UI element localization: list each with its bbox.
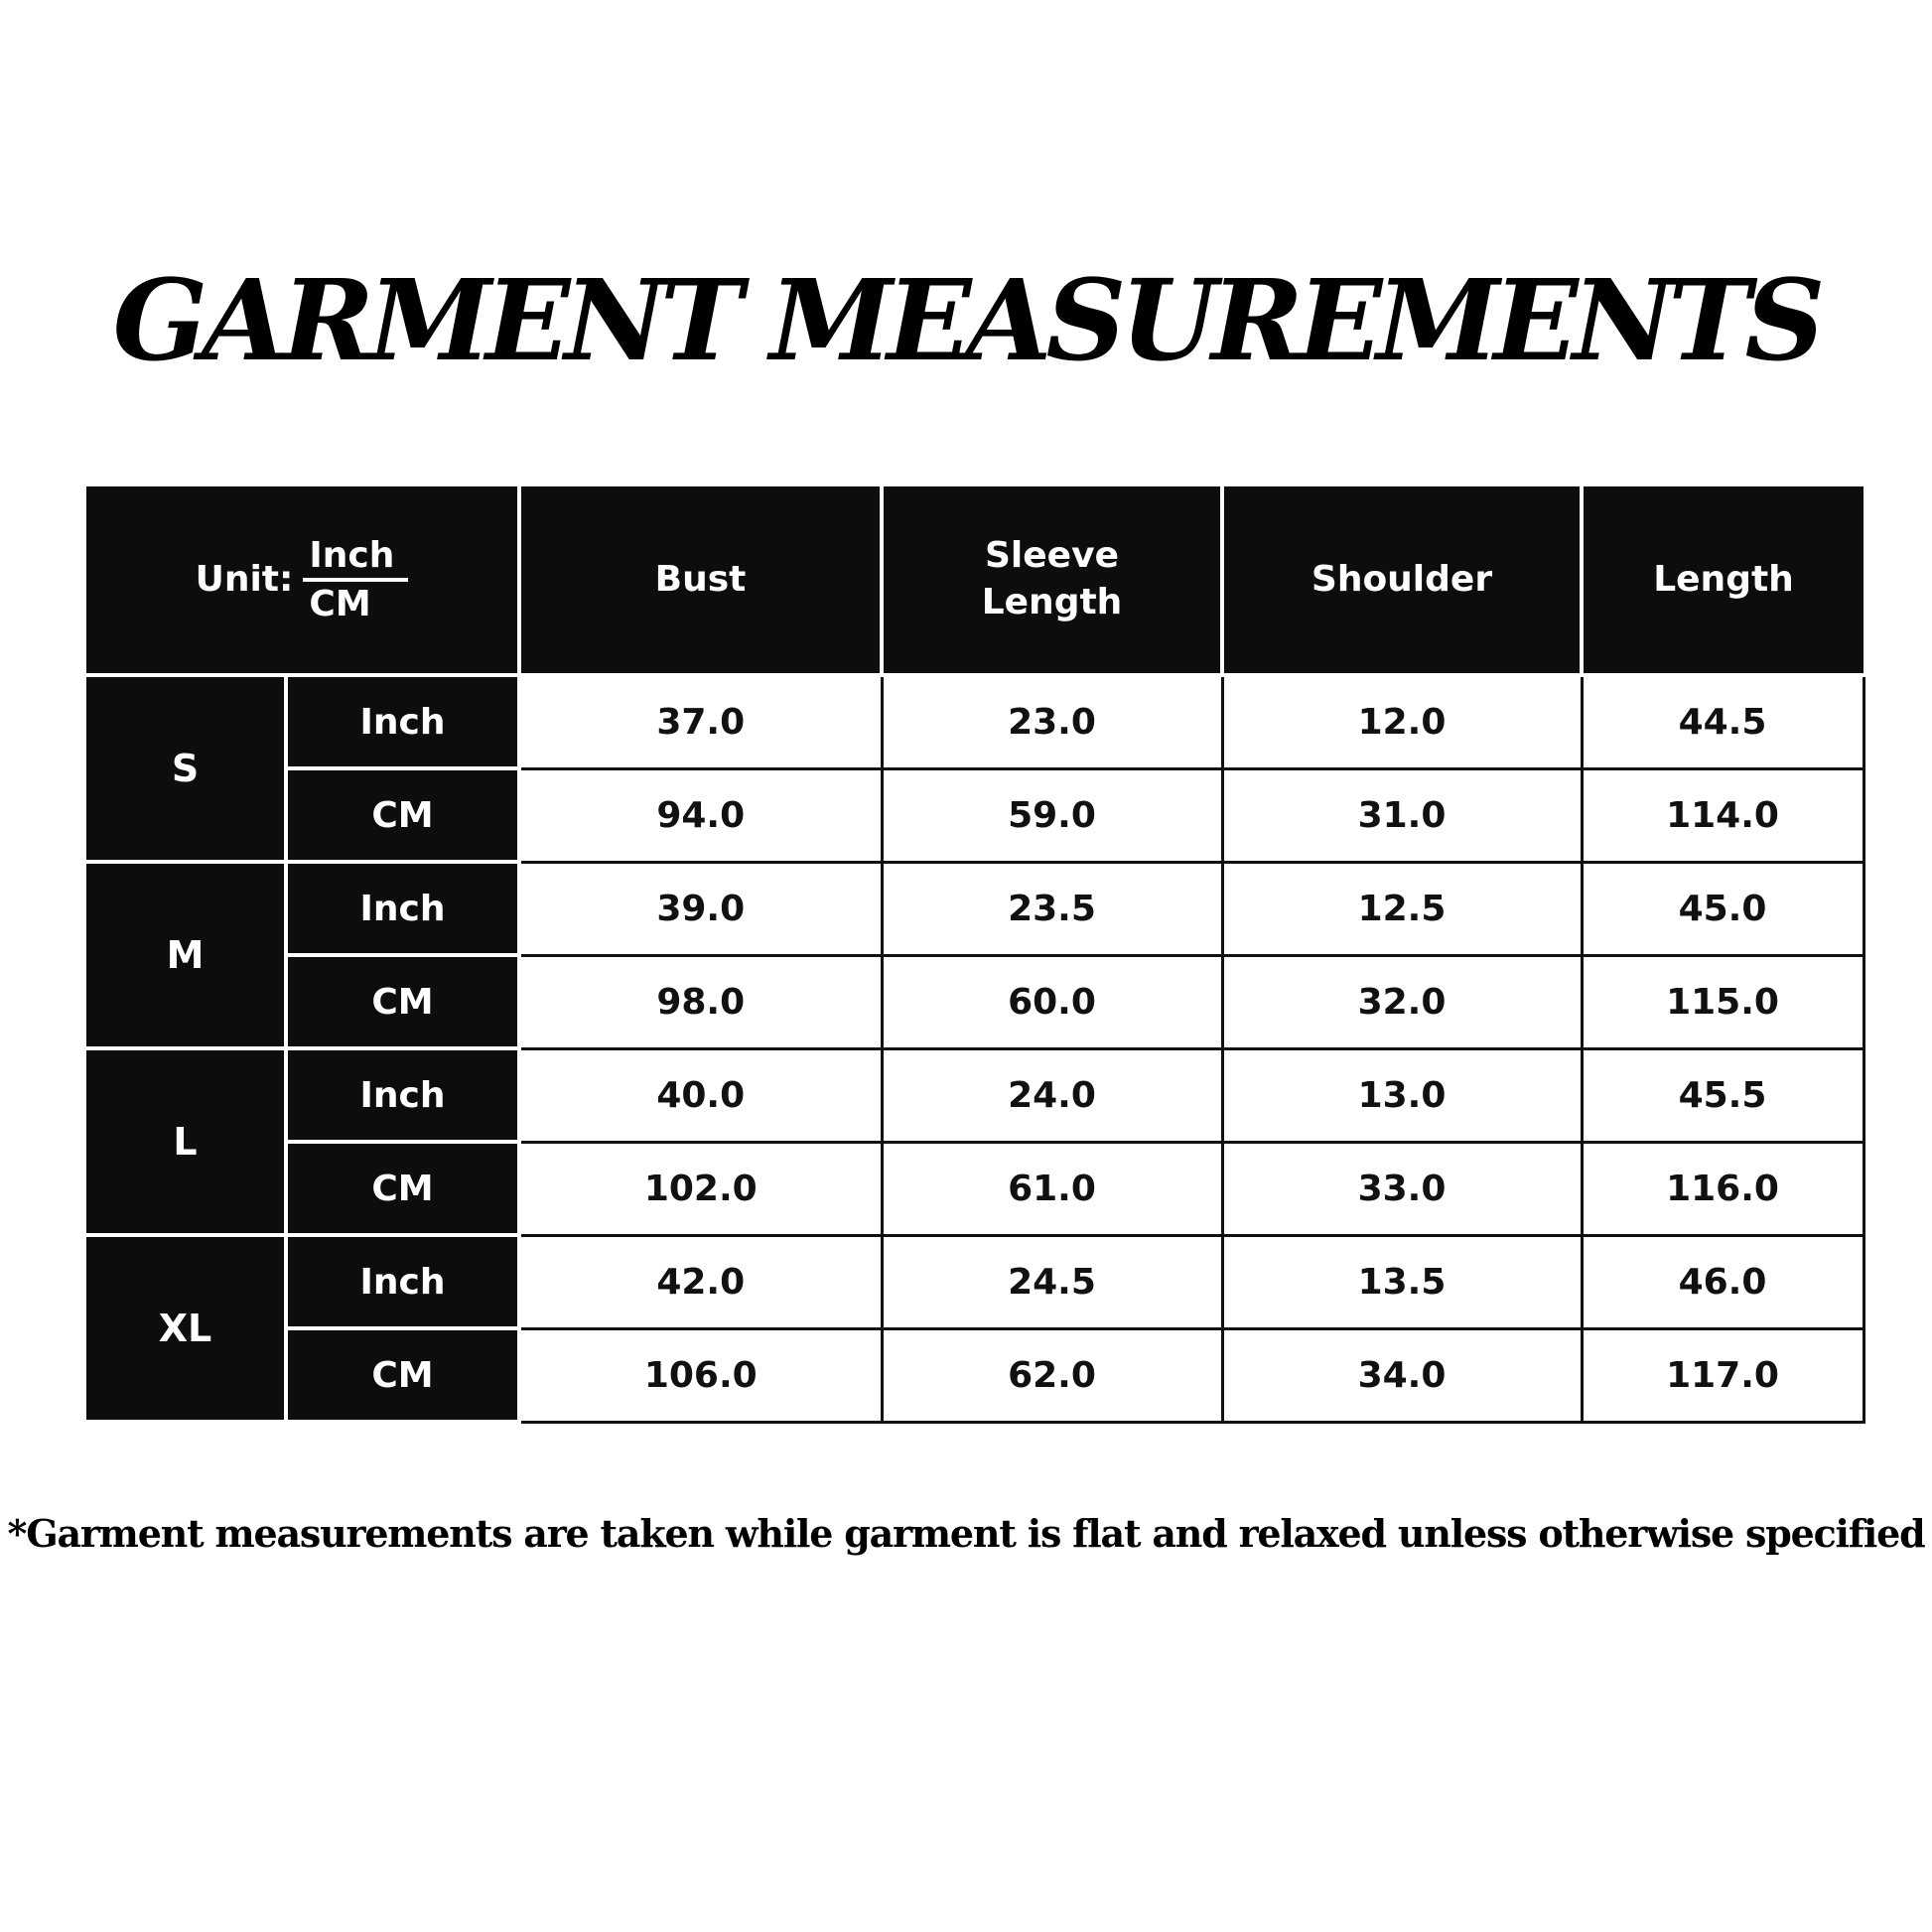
table-row [86,1235,1863,1328]
value-cell-shoulder: 31.0 [1222,768,1582,862]
unit-label: Unit: [195,558,294,600]
size-label: XL [86,1235,286,1422]
unit-cell: CM [286,1328,519,1422]
value-cell-bust: 39.0 [519,862,882,955]
value-cell-sleeve-length: 61.0 [882,1142,1222,1235]
value-cell-length: 44.5 [1582,675,1863,768]
unit-header-cell [86,486,519,675]
size-label: L [86,1048,286,1235]
value-cell-sleeve-length: 24.0 [882,1048,1222,1142]
unit-cell: CM [286,768,519,862]
value-cell-length: 45.5 [1582,1048,1863,1142]
value-cell-sleeve-length: 24.5 [882,1235,1222,1328]
unit-cell: Inch [286,675,519,768]
column-header-length: Length [1582,486,1863,675]
value-cell-length: 117.0 [1582,1328,1863,1422]
table-row [86,955,1863,1048]
header-row [86,486,1863,675]
table-row [86,1328,1863,1422]
value-cell-length: 115.0 [1582,955,1863,1048]
column-header-sleeve-length: Sleeve Length [882,486,1222,675]
value-cell-shoulder: 13.5 [1222,1235,1582,1328]
unit-bottom-label: CM [309,584,371,624]
column-header-bust: Bust [519,486,882,675]
measurement-note: *Garment measurements are taken while garment is flat and relaxed unless otherwise specified [7,1511,1925,1556]
size-label: M [86,862,286,1048]
value-cell-shoulder: 12.5 [1222,862,1582,955]
value-cell-bust: 98.0 [519,955,882,1048]
value-cell-sleeve-length: 23.5 [882,862,1222,955]
unit-cell: CM [286,1142,519,1235]
value-cell-bust: 40.0 [519,1048,882,1142]
value-cell-bust: 106.0 [519,1328,882,1422]
value-cell-sleeve-length: 59.0 [882,768,1222,862]
value-cell-bust: 42.0 [519,1235,882,1328]
value-cell-shoulder: 13.0 [1222,1048,1582,1142]
size-chart-table [86,486,1865,1424]
size-label: S [86,675,286,862]
value-cell-bust: 37.0 [519,675,882,768]
table-row [86,675,1863,768]
unit-top-label: Inch [303,533,408,582]
value-cell-length: 46.0 [1582,1235,1863,1328]
table-row [86,768,1863,862]
table-row [86,1142,1863,1235]
value-cell-sleeve-length: 60.0 [882,955,1222,1048]
unit-cell: Inch [286,1235,519,1328]
unit-cell: CM [286,955,519,1048]
value-cell-sleeve-length: 23.0 [882,675,1222,768]
value-cell-length: 45.0 [1582,862,1863,955]
page-title: GARMENT MEASUREMENTS [112,256,1820,386]
value-cell-shoulder: 32.0 [1222,955,1582,1048]
table-row [86,862,1863,955]
unit-cell: Inch [286,862,519,955]
value-cell-length: 114.0 [1582,768,1863,862]
table-row [86,1048,1863,1142]
value-cell-shoulder: 33.0 [1222,1142,1582,1235]
value-cell-shoulder: 12.0 [1222,675,1582,768]
column-header-shoulder: Shoulder [1222,486,1582,675]
value-cell-shoulder: 34.0 [1222,1328,1582,1422]
value-cell-length: 116.0 [1582,1142,1863,1235]
value-cell-bust: 102.0 [519,1142,882,1235]
value-cell-sleeve-length: 62.0 [882,1328,1222,1422]
value-cell-bust: 94.0 [519,768,882,862]
unit-cell: Inch [286,1048,519,1142]
